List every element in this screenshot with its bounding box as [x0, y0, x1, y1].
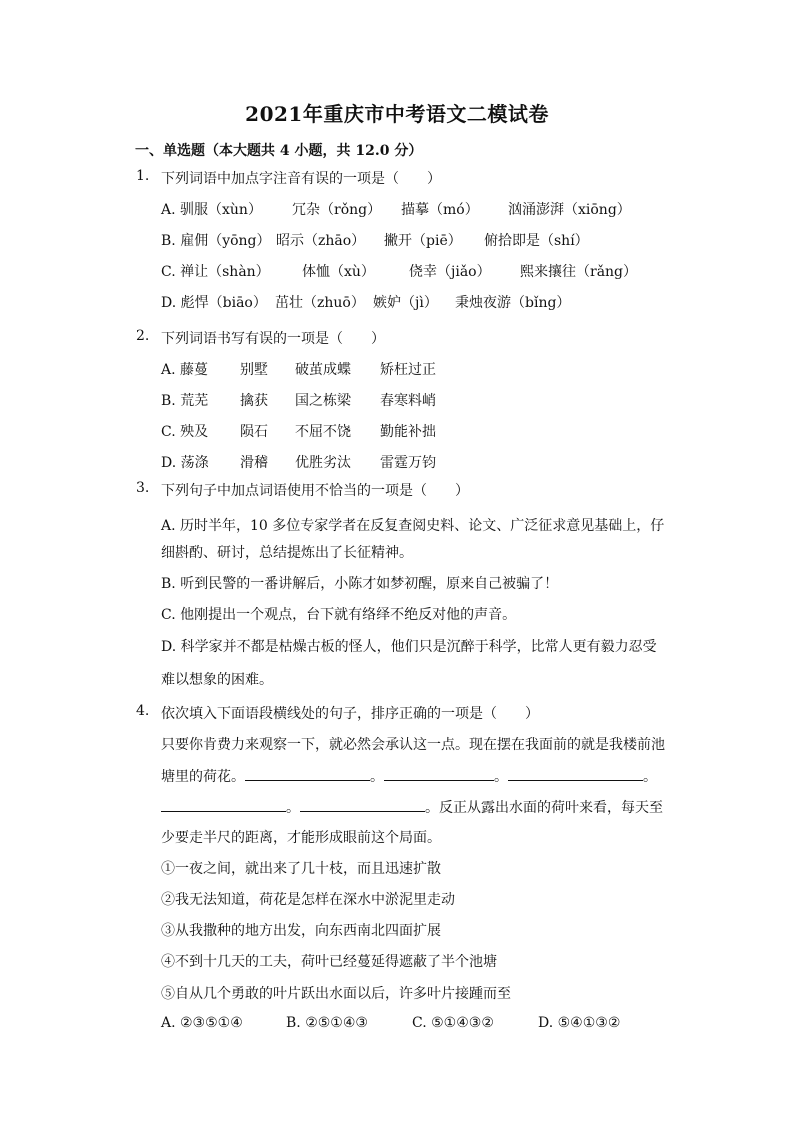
page-title: 2021年重庆市中考语文二模试卷 — [245, 102, 549, 126]
section-heading: 一、单选题（本大题共 4 小题，共 12.0 分） — [135, 143, 423, 159]
question-4-stem: 依次填入下面语段横线处的句子，排序正确的一项是（ ） — [161, 706, 539, 722]
option-cell: 冗杂（rǒng） — [292, 202, 382, 218]
question-4-passage-line-4: 少要走半尺的距离，才能形成眼前这个局面。 — [161, 830, 441, 846]
period: 。 — [425, 800, 439, 816]
option-cell: 俯拾即是（shí） — [484, 233, 589, 249]
option-cell: 不屈不饶 — [295, 424, 351, 440]
question-1-row-d — [161, 292, 661, 314]
option-cell: 描摹（mó） — [401, 202, 479, 218]
question-1-row-c — [161, 261, 661, 283]
question-4-item: ⑤自从几个勇敢的叶片跃出水面以后，许多叶片接踵而至 — [161, 986, 511, 1002]
question-2-row-b — [161, 390, 661, 412]
question-4-item: ③从我撒种的地方出发，向东西南北四面扩展 — [161, 923, 441, 939]
question-3-number: 3. — [136, 480, 150, 496]
option-cell: C. 殃及 — [161, 424, 209, 440]
question-2-number: 2. — [136, 328, 150, 344]
option-cell: 熙来攘往（rǎng） — [520, 264, 638, 280]
option-cell: 嫉妒（jì） — [373, 295, 438, 311]
option-cell: 侥幸（jiǎo） — [409, 264, 491, 280]
question-3-option-d: D. 科学家并不都是枯燥古板的怪人，他们只是沉醉于科学，比常人更有毅力忍受 — [161, 639, 657, 655]
question-1-number: 1. — [136, 168, 150, 184]
question-3-option-d-cont: 难以想象的困难。 — [161, 672, 273, 688]
question-3-option-b: B. 听到民警的一番讲解后，小陈才如梦初醒，原来自己被骗了！ — [161, 576, 559, 592]
question-1-row-b — [161, 230, 661, 252]
option-cell: 春寒料峭 — [380, 393, 436, 409]
question-1-row-a — [161, 199, 661, 221]
fill-blank — [300, 797, 425, 812]
option-cell: B. 荒芜 — [161, 393, 209, 409]
question-1-stem: 下列词语中加点字注音有误的一项是（ ） — [161, 171, 441, 187]
question-4-options — [161, 1015, 661, 1037]
period: 。 — [643, 769, 657, 785]
option-cell: 破茧成蝶 — [295, 362, 351, 378]
question-4-passage-line-3 — [161, 797, 663, 817]
question-3-option-a: A. 历时半年，10 多位专家学者在反复查阅史料、论文、广泛征求意见基础上，仔 — [161, 518, 665, 534]
option-cell: B. ②⑤①④③ — [286, 1015, 368, 1031]
option-cell: 体恤（xù） — [302, 264, 375, 280]
fill-blank — [161, 797, 286, 812]
passage-text: 塘里的荷花。 — [161, 769, 245, 785]
option-cell: D. 荡涤 — [161, 455, 209, 471]
fill-blank — [245, 766, 370, 781]
question-4-item: ②我无法知道，荷花是怎样在深水中淤泥里走动 — [161, 892, 455, 908]
option-cell: 矫枉过正 — [380, 362, 436, 378]
question-2-row-c — [161, 421, 661, 443]
option-cell: 勤能补拙 — [380, 424, 436, 440]
option-cell: 国之栋梁 — [295, 393, 351, 409]
question-3-stem: 下列句子中加点词语使用不恰当的一项是（ ） — [161, 483, 469, 499]
option-cell: C. 禅让（shàn） — [161, 264, 270, 280]
option-cell: 昭示（zhāo） — [276, 233, 366, 249]
option-cell: B. 雇佣（yōng） — [161, 233, 271, 249]
question-3-option-a-cont: 细斟酌、研讨，总结提炼出了长征精神。 — [161, 545, 413, 561]
question-4-passage-line-2 — [161, 766, 657, 786]
question-2-row-d — [161, 452, 661, 474]
option-cell: 滑稽 — [240, 455, 268, 471]
fill-blank — [384, 766, 494, 781]
question-2-row-a — [161, 359, 661, 381]
option-cell: 汹涌澎湃（xiōng） — [508, 202, 631, 218]
option-cell: A. 驯服（xùn） — [161, 202, 262, 218]
question-4-number: 4. — [136, 703, 150, 719]
option-cell: 陨石 — [240, 424, 268, 440]
question-3-option-c: C. 他刚提出一个观点，台下就有络绎不绝反对他的声音。 — [161, 607, 517, 623]
fill-blank — [508, 766, 643, 781]
question-4-item: ④不到十几天的工夫，荷叶已经蔓延得遮蔽了半个池塘 — [161, 954, 497, 970]
passage-text: 反正从露出水面的荷叶来看，每天至 — [439, 800, 663, 816]
option-cell: 雷霆万钧 — [380, 455, 436, 471]
question-2-stem: 下列词语书写有误的一项是（ ） — [161, 331, 385, 347]
option-cell: 撇开（piē） — [384, 233, 462, 249]
option-cell: D. ⑤④①③② — [538, 1015, 621, 1031]
option-cell: A. 藤蔓 — [161, 362, 209, 378]
option-cell: A. ②③⑤①④ — [161, 1015, 243, 1031]
option-cell: 优胜劣汰 — [295, 455, 351, 471]
option-cell: 秉烛夜游（bǐng） — [455, 295, 571, 311]
option-cell: 擒获 — [240, 393, 268, 409]
question-4-passage-line-1: 只要你肯费力来观察一下，就必然会承认这一点。现在摆在我面前的就是我楼前池 — [161, 737, 665, 753]
option-cell: C. ⑤①④③② — [412, 1015, 494, 1031]
period: 。 — [286, 800, 300, 816]
option-cell: D. 彪悍（biāo） — [161, 295, 267, 311]
option-cell: 茁壮（zhuō） — [275, 295, 365, 311]
period: 。 — [494, 769, 508, 785]
question-4-item: ①一夜之间，就出来了几十枝，而且迅速扩散 — [161, 861, 441, 877]
period: 。 — [370, 769, 384, 785]
option-cell: 别墅 — [240, 362, 268, 378]
